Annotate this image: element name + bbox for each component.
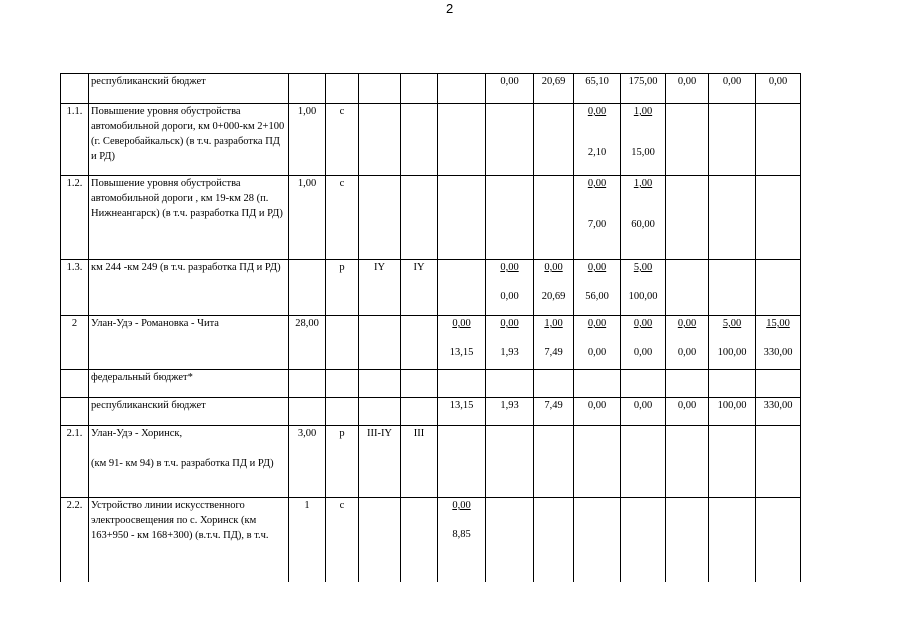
cell-value: 0,00 bbox=[677, 347, 697, 358]
cell-value: 20,69 bbox=[541, 76, 566, 87]
value-cell bbox=[709, 260, 756, 316]
cell-value: 7,49 bbox=[544, 400, 563, 411]
row-name: Устройство линии искусственного электроосвещения по с. Хоринск (км 163+950 - км 168+300) (в.т.ч. ПД), в т.ч. bbox=[89, 498, 289, 582]
row-category-from bbox=[359, 176, 401, 260]
cell-value: 0,00 bbox=[677, 318, 697, 329]
value-cell bbox=[666, 176, 709, 260]
cell-value: 15,00 bbox=[631, 147, 655, 158]
cell-value: 2,10 bbox=[587, 147, 607, 158]
table-row bbox=[61, 104, 801, 176]
value-cell bbox=[486, 176, 534, 260]
value-cell bbox=[756, 426, 801, 498]
value-cell bbox=[709, 370, 756, 398]
row-category-from bbox=[359, 74, 401, 104]
value-cell bbox=[666, 316, 709, 370]
value-cell bbox=[574, 370, 621, 398]
value-cell bbox=[709, 498, 756, 582]
value-cell bbox=[438, 260, 486, 316]
value-cell bbox=[709, 426, 756, 498]
row-number: 1.1. bbox=[61, 104, 89, 176]
cell-value: 15,00 bbox=[766, 318, 790, 329]
cell-value: 13,15 bbox=[449, 347, 474, 358]
cell-value: 175,00 bbox=[628, 76, 658, 87]
value-cell bbox=[621, 398, 666, 426]
row-name: Улан-Удэ - Романовка - Чита bbox=[89, 316, 289, 370]
row-category-from bbox=[359, 316, 401, 370]
value-cell bbox=[709, 104, 756, 176]
row-category-to bbox=[401, 398, 438, 426]
row-number: 1.2. bbox=[61, 176, 89, 260]
value-cell bbox=[666, 370, 709, 398]
cell-value: 100,00 bbox=[628, 291, 658, 302]
cell-value: 0,00 bbox=[544, 262, 563, 273]
value-cell bbox=[438, 176, 486, 260]
row-category-to: IY bbox=[401, 260, 438, 316]
row-category-from bbox=[359, 104, 401, 176]
value-cell bbox=[438, 74, 486, 104]
cell-value: 0,00 bbox=[587, 178, 607, 189]
value-cell bbox=[621, 74, 666, 104]
row-work-type bbox=[326, 398, 359, 426]
value-cell bbox=[621, 104, 666, 176]
page-number: 2 bbox=[446, 1, 454, 16]
row-category-to: III bbox=[401, 426, 438, 498]
value-cell bbox=[438, 316, 486, 370]
table-row bbox=[61, 398, 801, 426]
row-number: 2.1. bbox=[61, 426, 89, 498]
value-cell bbox=[574, 398, 621, 426]
table-row bbox=[61, 316, 801, 370]
row-number: 2.2. bbox=[61, 498, 89, 582]
value-cell bbox=[666, 260, 709, 316]
cell-value: 0,00 bbox=[500, 76, 519, 87]
row-work-type: с bbox=[326, 498, 359, 582]
row-work-type bbox=[326, 316, 359, 370]
value-cell bbox=[709, 316, 756, 370]
row-work-type: р bbox=[326, 260, 359, 316]
value-cell bbox=[438, 498, 486, 582]
cell-value: 0,00 bbox=[587, 347, 607, 358]
value-cell bbox=[534, 260, 574, 316]
row-length: 3,00 bbox=[289, 426, 326, 498]
row-category-to bbox=[401, 316, 438, 370]
cell-value: 7,00 bbox=[587, 219, 607, 230]
value-cell bbox=[709, 176, 756, 260]
value-cell bbox=[756, 370, 801, 398]
row-category-from bbox=[359, 498, 401, 582]
cell-value: 56,00 bbox=[585, 291, 609, 302]
value-cell bbox=[486, 370, 534, 398]
cell-value: 0,00 bbox=[587, 106, 607, 117]
row-length bbox=[289, 370, 326, 398]
row-name: км 244 -км 249 (в т.ч. разработка ПД и РД) bbox=[89, 260, 289, 316]
row-name: Повышение уровня обустройства автомобильной дороги , км 19-км 28 (п. Нижнеангарск) (в т.ч. разработка ПД и РД) bbox=[89, 176, 289, 260]
cell-value: 0,00 bbox=[452, 500, 471, 511]
cell-value: 0,00 bbox=[677, 400, 697, 411]
row-work-type: с bbox=[326, 176, 359, 260]
cell-value: 13,15 bbox=[449, 400, 474, 411]
value-cell bbox=[756, 104, 801, 176]
cell-value: 60,00 bbox=[631, 219, 655, 230]
row-category-to bbox=[401, 370, 438, 398]
table-row bbox=[61, 426, 801, 498]
row-length: 1,00 bbox=[289, 104, 326, 176]
row-number: 1.3. bbox=[61, 260, 89, 316]
value-cell bbox=[486, 260, 534, 316]
value-cell bbox=[666, 74, 709, 104]
value-cell bbox=[574, 426, 621, 498]
value-cell bbox=[756, 176, 801, 260]
value-cell bbox=[438, 370, 486, 398]
cell-value: 8,85 bbox=[452, 529, 471, 540]
cell-value: 0,00 bbox=[587, 262, 607, 273]
value-cell bbox=[666, 104, 709, 176]
row-category-from bbox=[359, 370, 401, 398]
row-work-type: р bbox=[326, 426, 359, 498]
row-name: республиканский бюджет bbox=[89, 74, 289, 104]
value-cell bbox=[621, 370, 666, 398]
value-cell bbox=[574, 74, 621, 104]
row-length bbox=[289, 260, 326, 316]
value-cell bbox=[666, 498, 709, 582]
table-row bbox=[61, 370, 801, 398]
budget-table bbox=[60, 73, 801, 582]
cell-value: 7,49 bbox=[544, 347, 563, 358]
row-number bbox=[61, 74, 89, 104]
value-cell bbox=[486, 316, 534, 370]
value-cell bbox=[486, 498, 534, 582]
row-length: 28,00 bbox=[289, 316, 326, 370]
row-number bbox=[61, 370, 89, 398]
cell-value: 0,00 bbox=[587, 318, 607, 329]
value-cell bbox=[534, 176, 574, 260]
value-cell bbox=[621, 426, 666, 498]
cell-value: 5,00 bbox=[633, 262, 653, 273]
cell-value: 65,10 bbox=[585, 76, 609, 87]
table-row bbox=[61, 498, 801, 582]
value-cell bbox=[709, 398, 756, 426]
table-row bbox=[61, 74, 801, 104]
value-cell bbox=[534, 398, 574, 426]
value-cell bbox=[756, 74, 801, 104]
cell-value: 0,00 bbox=[500, 262, 519, 273]
value-cell bbox=[756, 316, 801, 370]
cell-value: 0,00 bbox=[500, 318, 519, 329]
value-cell bbox=[534, 316, 574, 370]
cell-value: 0,00 bbox=[677, 76, 697, 87]
value-cell bbox=[438, 426, 486, 498]
row-category-from: IY bbox=[359, 260, 401, 316]
row-length bbox=[289, 398, 326, 426]
row-category-to bbox=[401, 498, 438, 582]
row-number: 2 bbox=[61, 316, 89, 370]
cell-value: 1,93 bbox=[500, 347, 519, 358]
cell-value: 0,00 bbox=[452, 318, 471, 329]
cell-value: 1,00 bbox=[633, 106, 653, 117]
value-cell bbox=[756, 498, 801, 582]
value-cell bbox=[486, 398, 534, 426]
row-name: федеральный бюджет* bbox=[89, 370, 289, 398]
row-length: 1 bbox=[289, 498, 326, 582]
cell-value: 0,00 bbox=[633, 347, 653, 358]
cell-value: 0,00 bbox=[633, 400, 653, 411]
row-name: Повышение уровня обустройства автомобильной дороги, км 0+000-км 2+100 (г. Северобайкальск) (в т.ч. разработка ПД и РД) bbox=[89, 104, 289, 176]
value-cell bbox=[574, 104, 621, 176]
row-work-type: с bbox=[326, 104, 359, 176]
row-category-to bbox=[401, 104, 438, 176]
value-cell bbox=[666, 426, 709, 498]
value-cell bbox=[534, 104, 574, 176]
cell-value: 20,69 bbox=[541, 291, 566, 302]
cell-value: 1,93 bbox=[500, 400, 519, 411]
value-cell bbox=[574, 176, 621, 260]
cell-value: 0,00 bbox=[768, 76, 788, 87]
row-category-from: III-IY bbox=[359, 426, 401, 498]
cell-value: 100,00 bbox=[717, 400, 747, 411]
value-cell bbox=[438, 104, 486, 176]
value-cell bbox=[486, 104, 534, 176]
cell-value: 5,00 bbox=[722, 318, 742, 329]
row-work-type bbox=[326, 74, 359, 104]
row-work-type bbox=[326, 370, 359, 398]
value-cell bbox=[574, 498, 621, 582]
table-row bbox=[61, 260, 801, 316]
cell-value: 0,00 bbox=[587, 400, 607, 411]
value-cell bbox=[534, 498, 574, 582]
value-cell bbox=[621, 316, 666, 370]
row-name: республиканский бюджет bbox=[89, 398, 289, 426]
row-length: 1,00 bbox=[289, 176, 326, 260]
value-cell bbox=[666, 398, 709, 426]
value-cell bbox=[534, 370, 574, 398]
row-name: Улан-Удэ - Хоринск, (км 91- км 94) в т.ч. разработка ПД и РД) bbox=[89, 426, 289, 498]
cell-value: 330,00 bbox=[763, 347, 793, 358]
row-number bbox=[61, 398, 89, 426]
value-cell bbox=[756, 398, 801, 426]
value-cell bbox=[486, 74, 534, 104]
value-cell bbox=[756, 260, 801, 316]
cell-value: 100,00 bbox=[717, 347, 747, 358]
value-cell bbox=[709, 74, 756, 104]
cell-value: 0,00 bbox=[722, 76, 742, 87]
table-row bbox=[61, 176, 801, 260]
row-length bbox=[289, 74, 326, 104]
value-cell bbox=[621, 176, 666, 260]
value-cell bbox=[621, 498, 666, 582]
cell-value: 1,00 bbox=[633, 178, 653, 189]
value-cell bbox=[574, 260, 621, 316]
value-cell bbox=[486, 426, 534, 498]
cell-value: 0,00 bbox=[500, 291, 519, 302]
cell-value: 0,00 bbox=[633, 318, 653, 329]
row-category-to bbox=[401, 74, 438, 104]
row-category-from bbox=[359, 398, 401, 426]
value-cell bbox=[534, 426, 574, 498]
value-cell bbox=[621, 260, 666, 316]
row-category-to bbox=[401, 176, 438, 260]
value-cell bbox=[574, 316, 621, 370]
value-cell bbox=[438, 398, 486, 426]
value-cell bbox=[534, 74, 574, 104]
cell-value: 1,00 bbox=[544, 318, 563, 329]
cell-value: 330,00 bbox=[763, 400, 793, 411]
